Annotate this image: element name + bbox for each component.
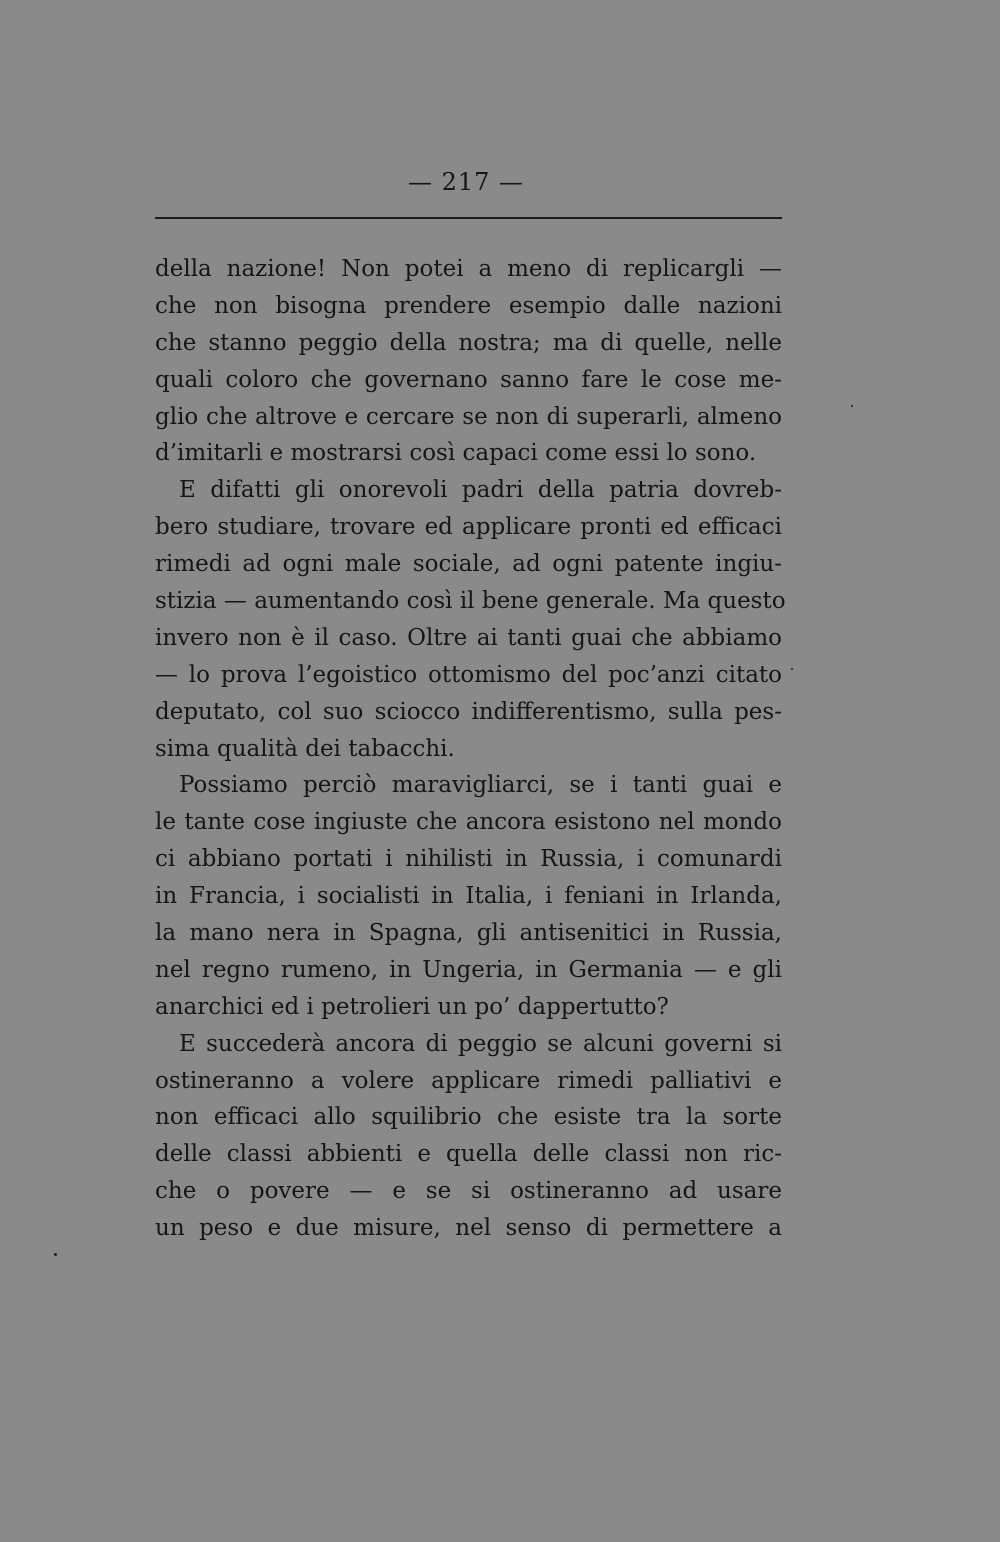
page-number: — 217 — bbox=[407, 168, 525, 196]
text-line: della nazione! Non potei a meno di replicargli — bbox=[155, 256, 782, 282]
text-line: ostineranno a volere applicare rimedi palliativi e bbox=[155, 1067, 782, 1094]
text-body bbox=[155, 251, 786, 1247]
text-line: delle classi abbienti e quella delle classi non ric- bbox=[155, 1141, 782, 1168]
header-rule bbox=[155, 217, 782, 219]
paragraph-start-line: E difatti gli onorevoli padri della patria dovreb- bbox=[179, 477, 782, 504]
text-line: che stanno peggio della nostra; ma di quelle, nelle bbox=[155, 329, 782, 356]
text-line: bero studiare, trovare ed applicare pronti ed efficaci bbox=[155, 514, 782, 541]
text-line: — lo prova l’egoistico ottomismo del poc’anzi citato bbox=[155, 661, 782, 688]
text-line: deputato, col suo sciocco indifferentismo, sulla pes- bbox=[155, 698, 782, 725]
text-line: un peso e due misure, nel senso di permettere a bbox=[155, 1215, 782, 1242]
text-line: anarchici ed i petrolieri un po’ dappertutto? bbox=[155, 993, 669, 1020]
text-line: glio che altrove e cercare se non di superarli, almeno bbox=[155, 403, 782, 430]
paragraph-start-line: E succederà ancora di peggio se alcuni governi si bbox=[179, 1030, 782, 1057]
text-line: in Francia, i socialisti in Italia, i feniani in Irlanda, bbox=[155, 883, 782, 910]
text-line: quali coloro che governano sanno fare le cose me- bbox=[155, 366, 782, 393]
text-line: nel regno rumeno, in Ungeria, in Germania — e gli bbox=[155, 956, 782, 983]
scan-speck bbox=[851, 405, 853, 407]
scan-speck bbox=[54, 1253, 57, 1256]
scan-speck bbox=[791, 668, 793, 670]
text-line: la mano nera in Spagna, gli antisenitici in Russia, bbox=[155, 920, 782, 947]
text-line: ci abbiano portati i nihilisti in Russia, i comunardi bbox=[155, 846, 782, 873]
text-line: non efficaci allo squilibrio che esiste tra la sorte bbox=[155, 1104, 782, 1131]
text-line: sima qualità dei tabacchi. bbox=[155, 735, 455, 762]
text-line: d’imitarli e mostrarsi così capaci come essi lo sono. bbox=[155, 440, 757, 467]
text-line: stizia — aumentando così il bene generale. Ma questo bbox=[155, 588, 786, 615]
text-line: che o povere — e se si ostineranno ad usare bbox=[155, 1178, 782, 1205]
text-line: invero non è il caso. Oltre ai tanti guai che abbiamo bbox=[155, 624, 782, 651]
text-line: che non bisogna prendere esempio dalle nazioni bbox=[155, 292, 782, 319]
text-line: rimedi ad ogni male sociale, ad ogni patente ingiu- bbox=[155, 551, 782, 578]
paragraph-start-line: Possiamo perciò maravigliarci, se i tanti guai e bbox=[179, 772, 782, 799]
text-line: le tante cose ingiuste che ancora esistono nel mondo bbox=[155, 809, 782, 836]
